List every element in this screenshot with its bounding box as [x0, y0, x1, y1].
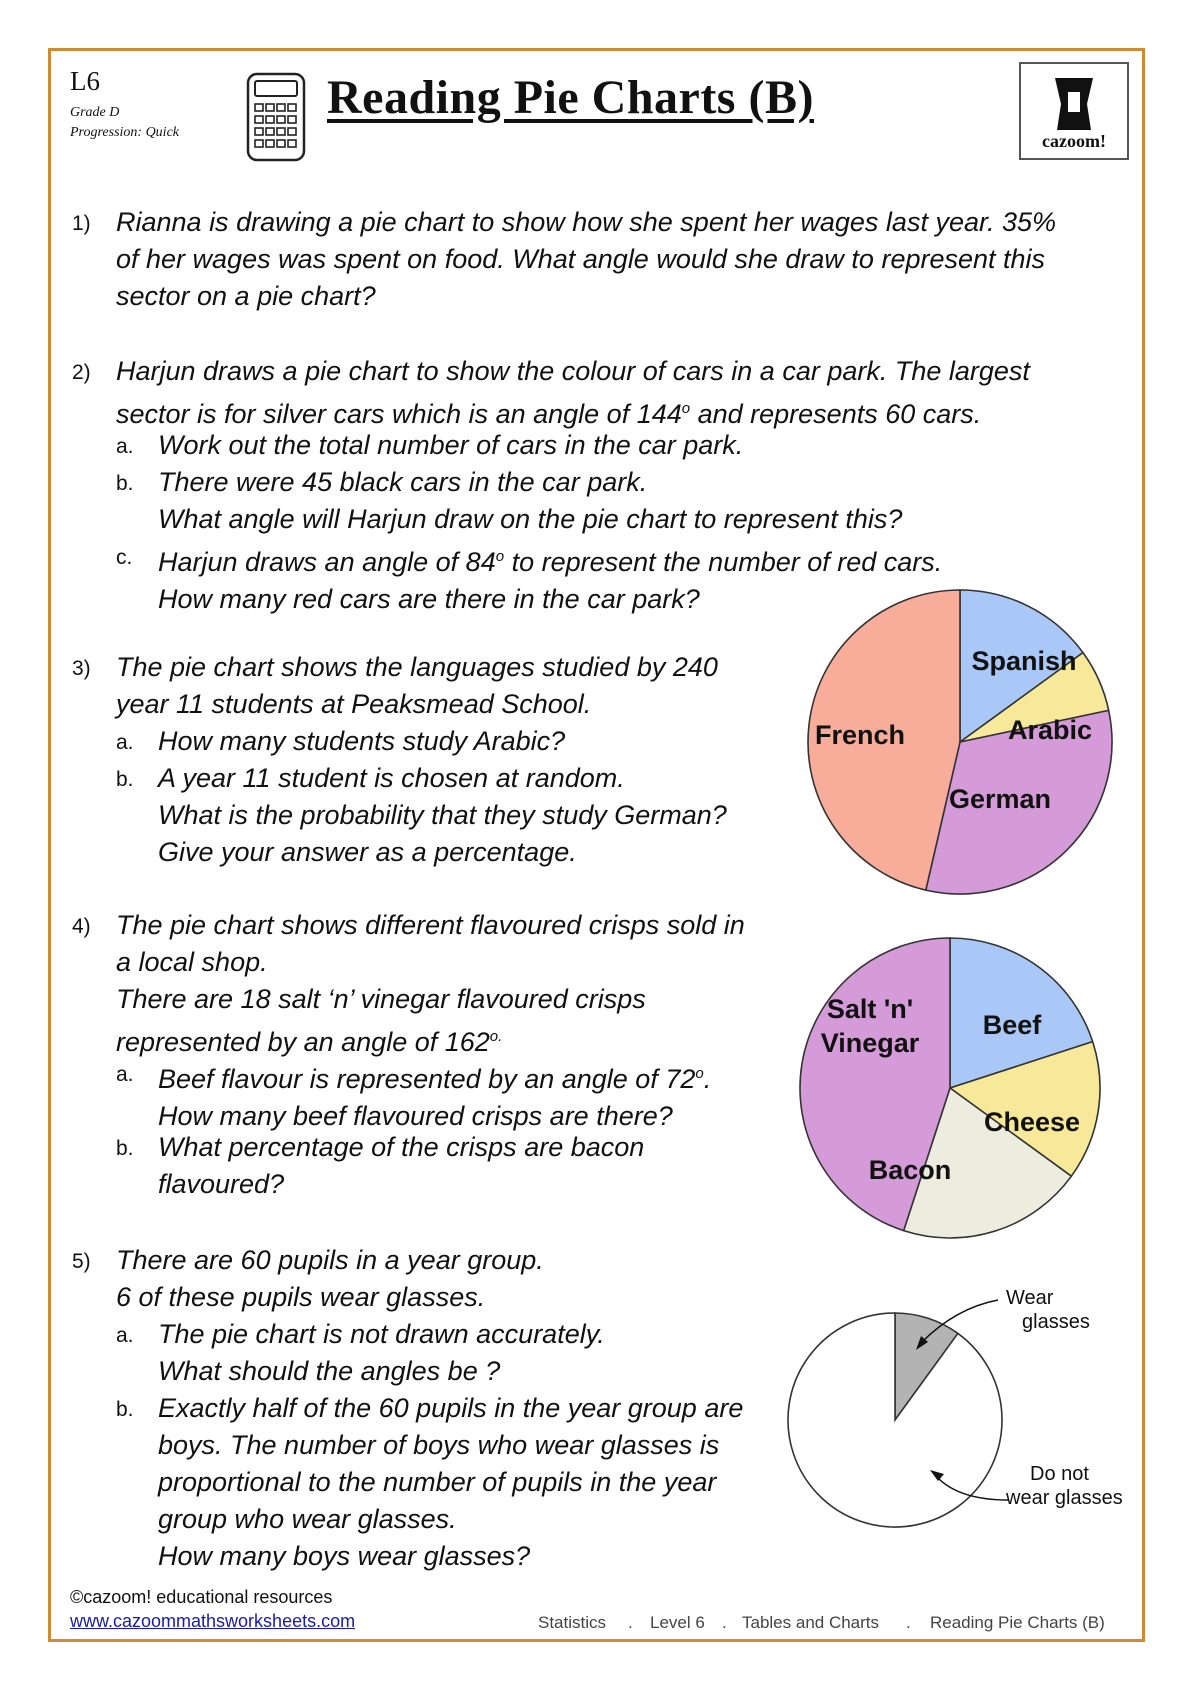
question-1-text	[116, 204, 1056, 315]
q1-line-1: Rianna is drawing a pie chart to show how she spent her wages last year. 35%	[116, 207, 1057, 237]
breadcrumb-separator: .	[628, 1613, 633, 1632]
pie-label-cheese: Cheese	[983, 1107, 1081, 1137]
q3-a-text: How many students study Arabic?	[158, 726, 566, 756]
glasses-pie-chart	[780, 1280, 1150, 1540]
q2-line-1: Harjun draws a pie chart to show the colour of cars in a car park. The largest	[116, 356, 1030, 386]
crisps-pie-chart	[790, 930, 1110, 1250]
q4-a-label: a.	[116, 1063, 134, 1086]
question-number-4: 4)	[72, 915, 91, 938]
pie-label-bacon: Bacon	[868, 1155, 952, 1185]
progression-label: Progression: Quick	[70, 125, 179, 140]
q4-b-label: b.	[116, 1137, 134, 1160]
logo-text: cazoom!	[1042, 131, 1106, 151]
q5-a-label: a.	[116, 1324, 134, 1347]
pie-label-spanish: Spanish	[971, 646, 1077, 676]
breadcrumb-separator: .	[906, 1613, 911, 1632]
worksheet-title: Reading Pie Charts (B)	[327, 71, 814, 124]
grade-label: Grade D	[70, 105, 120, 120]
question-3-text: The pie chart shows the languages studied by 240 year 11 students at Peaksmead School.	[116, 652, 718, 719]
q3-b-label: b.	[116, 768, 134, 791]
q1-line-3: sector on a pie chart?	[116, 281, 376, 311]
breadcrumb-level: Level 6	[650, 1613, 705, 1632]
pie-label-wear: Wear	[1006, 1287, 1054, 1309]
question-number-3: 3)	[72, 657, 91, 680]
breadcrumb-topic: Reading Pie Charts (B)	[930, 1613, 1105, 1632]
q5-b-text: Exactly half of the 60 pupils in the year group are boys. The number of boys who wear glasses is proportional to the number of pupils in the year group who wear glasses. How many boys wear glasses?	[158, 1393, 744, 1571]
pie-label-salt-n: Salt 'n'	[826, 994, 914, 1024]
q4-b-text: What percentage of the crisps are bacon flavoured?	[158, 1132, 645, 1199]
pie-label-arabic: Arabic	[1007, 715, 1093, 745]
q4-a-text: Beef flavour is represented by an angle of 72$^o$. How many beef flavoured crisps are there?	[158, 1064, 712, 1131]
q2-line-2: sector is for silver cars which is an angle of 144$^o$ and represents 60 cars.	[116, 399, 982, 429]
q5-b-label: b.	[116, 1398, 134, 1421]
calculator-icon	[246, 72, 308, 164]
q2-c-text: Harjun draws an angle of 84$^o$ to represent the number of red cars. How many red cars are there in the car park?	[158, 547, 943, 614]
q2-a-label: a.	[116, 435, 134, 458]
q2-a-text: Work out the total number of cars in the car park.	[158, 430, 744, 460]
question-number-2: 2)	[72, 361, 91, 384]
question-number-5: 5)	[72, 1250, 91, 1273]
question-4-text: The pie chart shows different flavoured crisps sold in a local shop. There are 18 salt ‘n’ vinegar flavoured crisps represented by an angle of $162^{o.}$	[116, 910, 745, 1057]
languages-pie-chart	[800, 580, 1120, 900]
q1-line-2: of her wages was spent on food. What angle would she draw to represent this	[116, 244, 1046, 274]
question-number-1: 1)	[72, 212, 91, 235]
q2-b-text: There were 45 black cars in the car park. What angle will Harjun draw on the pie chart to represent this?	[158, 467, 903, 534]
grade-info	[70, 103, 179, 143]
pie-label-do-not: Do not	[1030, 1463, 1089, 1485]
q2-c-label: c.	[116, 546, 133, 569]
breadcrumb-statistics: Statistics	[538, 1613, 607, 1632]
pie-label-glasses: glasses	[1022, 1311, 1090, 1333]
breadcrumb-separator: .	[722, 1613, 727, 1632]
pie-label-german: German	[948, 784, 1052, 814]
q5-a-text: The pie chart is not drawn accurately. What should the angles be ?	[158, 1319, 605, 1386]
copyright-text: ©cazoom! educational resources	[70, 1587, 333, 1607]
pie-label-vinegar: Vinegar	[820, 1028, 920, 1058]
question-5-text: There are 60 pupils in a year group. 6 of these pupils wear glasses.	[116, 1245, 544, 1312]
pie-label-french: French	[814, 720, 906, 750]
breadcrumb-tables-charts: Tables and Charts	[742, 1613, 880, 1632]
q3-a-label: a.	[116, 731, 134, 754]
q2-b-label: b.	[116, 472, 134, 495]
pie-label-wear-glasses: wear glasses	[1006, 1487, 1123, 1509]
logo-glass-icon	[1021, 68, 1127, 140]
pie-label-beef: Beef	[982, 1010, 1042, 1040]
level-label: L6	[70, 66, 100, 96]
q3-b-text: A year 11 student is chosen at random. What is the probability that they study German? Give your answer as a percentage.	[158, 763, 727, 867]
website-link[interactable]: www.cazoommathsworksheets.com	[70, 1611, 356, 1631]
cazoom-logo	[1019, 62, 1129, 160]
